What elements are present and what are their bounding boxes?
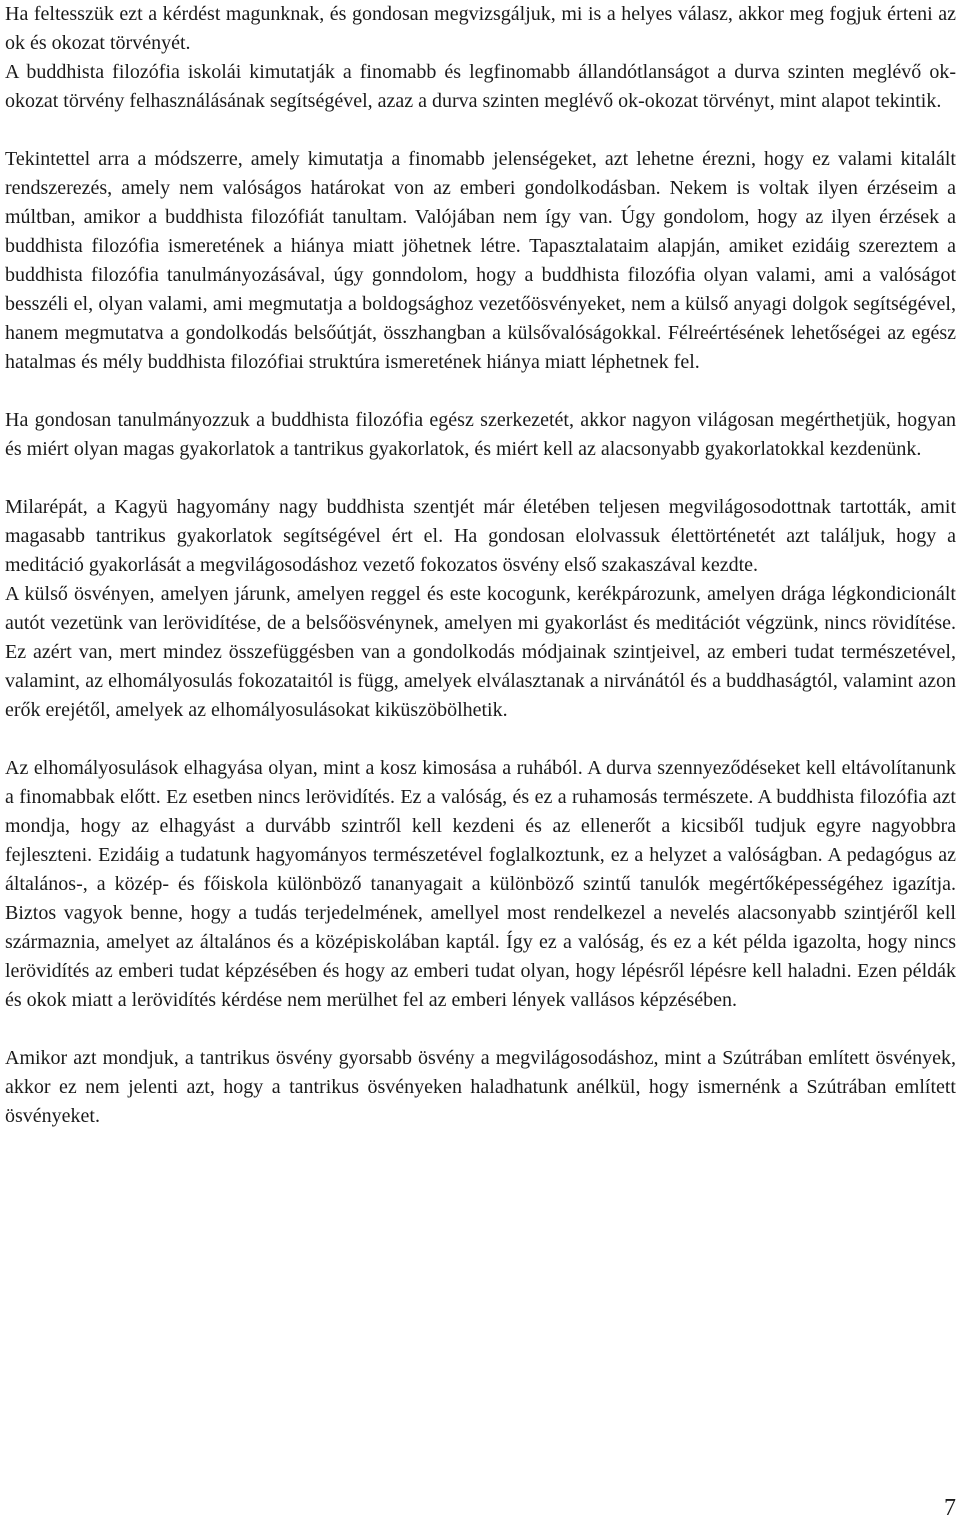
document-body [5,0,956,1131]
paragraph-gap [5,116,956,145]
paragraph-8: Amikor azt mondjuk, a tantrikus ösvény gyorsabb ösvény a megvilágosodáshoz, mint a Szútrában említett ösvények, akkor ez nem jelenti azt, hogy a tantrikus ösvényeken haladhatunk anélkül, hogy ismernénk a Szútrában említett ösvényeket. [5,1047,956,1127]
page-number: 7 [944,1495,956,1521]
paragraph-2: A buddhista filozófia iskolái kimutatják a finomabb és legfinomabb állandótlanságot a durva szinten meglévő ok-okozat törvény felhasználásának segítségével, azaz a durva szinten meglévő ok-okozat törvényt, mint alapot tekintik. [5,61,956,112]
paragraph-7: Az elhomályosulások elhagyása olyan, mint a kosz kimosása a ruhából. A durva szennyeződéseket kell eltávolítanunk a finomabbak előtt. Ez esetben nincs lerövidítés. Ez a valóság, és ez a ruhamosás természete. A buddhista filozófia azt mondja, hogy az elhagyást a durvább szintről kell kezdeni és az ellenerőt a kicsiből tudjuk egyre nagyobbra fejleszteni. Ezidáig a tudatunk hagyományos természetével foglalkoztunk, ez a helyzet a valóságban. A pedagógus az általános-, a közép- és főiskola különböző tananyagait a különböző szintű tanulók megértőképességéhez igazítja. Biztos vagyok benne, hogy a tudás terjedelmének, amellyel most rendelkezel a nevelés alacsonyabb szintjéről kell származnia, amelyet az általános és a középiskolában kaptál. Így ez a valóság, és ez a két példa igazolta, hogy nincs lerövidítés az emberi tudat képzésében és hogy az emberi tudat olyan, hogy lépésről lépésre kell haladni. Ezen példák és okok miatt a lerövidítés kérdése nem merülhet fel az emberi lények vallásos képzésében. [5,757,956,1011]
paragraph-gap [5,377,956,406]
paragraph-1: Ha feltesszük ezt a kérdést magunknak, és gondosan megvizsgáljuk, mi is a helyes válasz, akkor meg fogjuk érteni az ok és okozat törvényét. [5,3,956,54]
paragraph-gap [5,464,956,493]
paragraph-3: Tekintettel arra a módszerre, amely kimutatja a finomabb jelenségeket, azt lehetne érezni, hogy ez valami kitalált rendszerezés, amely nem valóságos határokat von az emberi gondolkodásban. Nekem is voltak ilyen érzéseim a múltban, amikor a buddhista filozófiát tanultam. Valójában nem így van. Úgy gondolom, hogy az ilyen érzések a buddhista filozófia ismeretének a hiánya miatt jöhetnek létre. Tapasztalataim alapján, amiket ezidáig szereztem a buddhista filozófia tanulmányozásával, úgy gonndolom, hogy a buddhista filozófia olyan valami, ami a valóságot besszéli el, olyan valami, ami megmutatja a boldogsághoz vezetőösvényeket, nem a külső anyagi dolgok segítségével, hanem megmutatva a gondolkodás belsőútját, összhangban a külsővalóságokkal. Félreértésének lehetőségei az egész hatalmas és mély buddhista filozófiai struktúra ismeretének hiánya miatt léphetnek fel. [5,148,956,373]
paragraph-gap [5,1015,956,1044]
paragraph-gap [5,725,956,754]
paragraph-4: Ha gondosan tanulmányozzuk a buddhista filozófia egész szerkezetét, akkor nagyon világosan megérthetjük, hogyan és miért olyan magas gyakorlatok a tantrikus gyakorlatok, és miért kell az alacsonyabb gyakorlatokkal kezdenünk. [5,409,956,460]
paragraph-5: Milarépát, a Kagyü hagyomány nagy buddhista szentjét már életében teljesen megvilágosodottnak tartották, amit magasabb tantrikus gyakorlatok segítségével ért el. Ha gondosan elolvassuk élettörténetét azt találjuk, hogy a meditáció gyakorlását a megvilágosodáshoz vezető fokozatos ösvény első szakaszával kezdte. [5,496,956,576]
paragraph-6: A külső ösvényen, amelyen járunk, amelyen reggel és este kocogunk, kerékpározunk, amelyen drága légkondicionált autót vezetünk van lerövidítése, de a belsőösvénynek, amelyen mi gyakorlást és meditációt végzünk, nincs rövidítése. Ez azért van, mert mindez összefüggésben van a gondolkodás módjainak szintjeivel, az emberi tudat természetével, valamint, az elhomályosulás fokozataitól is függ, amelyek elválasztanak a nirvánától és a buddhaságtól, valamint azon erők erejétől, amelyek az elhomályosulásokat kiküszöbölhetik. [5,583,956,721]
